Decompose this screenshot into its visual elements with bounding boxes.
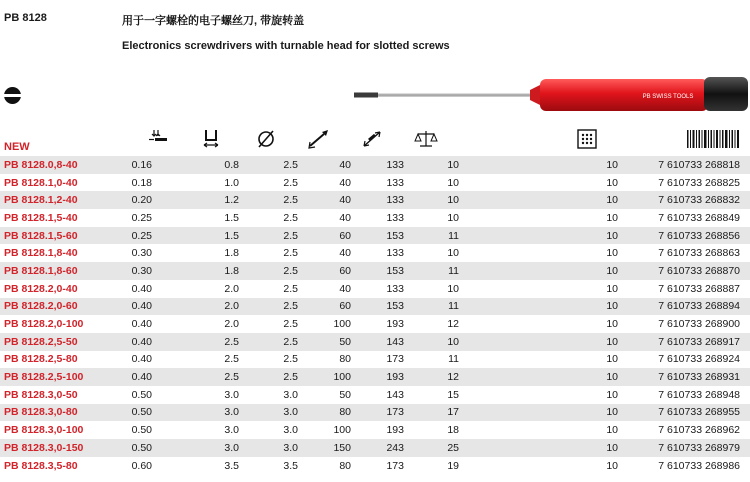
packaging-box-icon (575, 128, 599, 150)
table-row (0, 298, 750, 316)
blade-width-cell: 2.5 (182, 351, 239, 369)
blade-thickness-cell: 0.40 (120, 368, 182, 386)
weight-cell: 17 (404, 404, 459, 422)
blade-thickness-cell: 0.40 (120, 280, 182, 298)
product-code-cell: PB 8128.1,5-60 (0, 227, 120, 245)
blade-width-cell: 3.0 (182, 404, 239, 422)
blade-thickness-cell: 0.40 (120, 351, 182, 369)
diameter-cell: 3.0 (239, 404, 298, 422)
product-code-cell: PB 8128.3,5-80 (0, 457, 120, 475)
total-length-cell: 133 (351, 191, 404, 209)
column-header-icons (0, 126, 750, 154)
weight-cell: 10 (404, 156, 459, 174)
product-code-cell: PB 8128.1,0-40 (0, 174, 120, 192)
blade-length-cell: 60 (298, 262, 351, 280)
page-title-english: Electronics screwdrivers with turnable head for slotted screws (122, 40, 450, 52)
weight-cell: 18 (404, 421, 459, 439)
product-code-cell: PB 8128.0,8-40 (0, 156, 120, 174)
table-row (0, 439, 750, 457)
table-row (0, 333, 750, 351)
diameter-cell: 2.5 (239, 227, 298, 245)
blade-length-cell: 80 (298, 351, 351, 369)
ean-code-cell: 7 610733 268856 (618, 227, 750, 245)
packaging-qty-cell: 10 (459, 244, 618, 262)
blade-length-cell: 50 (298, 333, 351, 351)
packaging-qty-cell: 10 (459, 298, 618, 316)
page-title-chinese: 用于一字螺栓的电子螺丝刀, 带旋转盖 (122, 15, 305, 27)
weight-cell: 11 (404, 351, 459, 369)
table-row (0, 227, 750, 245)
weight-cell: 12 (404, 315, 459, 333)
packaging-qty-cell: 10 (459, 421, 618, 439)
ean-code-cell: 7 610733 268849 (618, 209, 750, 227)
ean-code-cell: 7 610733 268986 (618, 457, 750, 475)
product-code: PB 8128 (4, 12, 47, 24)
total-length-cell: 133 (351, 280, 404, 298)
total-length-cell: 173 (351, 457, 404, 475)
product-code-cell: PB 8128.2,5-100 (0, 368, 120, 386)
blade-thickness-cell: 0.40 (120, 298, 182, 316)
ean-code-cell: 7 610733 268962 (618, 421, 750, 439)
total-length-icon (360, 128, 384, 150)
blade-width-cell: 2.0 (182, 315, 239, 333)
weight-cell: 10 (404, 174, 459, 192)
blade-width-cell: 0.8 (182, 156, 239, 174)
diameter-cell: 2.5 (239, 174, 298, 192)
new-badge: NEW (4, 141, 30, 153)
diameter-cell: 2.5 (239, 209, 298, 227)
table-row (0, 156, 750, 174)
blade-length-cell: 80 (298, 404, 351, 422)
packaging-qty-cell: 10 (459, 209, 618, 227)
table-row (0, 368, 750, 386)
table-row (0, 174, 750, 192)
total-length-cell: 133 (351, 209, 404, 227)
diameter-icon (254, 128, 278, 150)
blade-thickness-cell: 0.40 (120, 333, 182, 351)
table-row (0, 386, 750, 404)
packaging-qty-cell: 10 (459, 262, 618, 280)
packaging-qty-cell: 10 (459, 227, 618, 245)
total-length-cell: 153 (351, 227, 404, 245)
total-length-cell: 143 (351, 333, 404, 351)
weight-cell: 11 (404, 298, 459, 316)
packaging-qty-cell: 10 (459, 351, 618, 369)
total-length-cell: 143 (351, 386, 404, 404)
blade-length-cell: 40 (298, 244, 351, 262)
product-code-cell: PB 8128.1,8-40 (0, 244, 120, 262)
product-code-cell: PB 8128.3,0-150 (0, 439, 120, 457)
table-row (0, 244, 750, 262)
table-row (0, 315, 750, 333)
diameter-cell: 2.5 (239, 298, 298, 316)
product-code-cell: PB 8128.3,0-50 (0, 386, 120, 404)
weight-cell: 19 (404, 457, 459, 475)
blade-width-cell: 2.0 (182, 280, 239, 298)
ean-code-cell: 7 610733 268948 (618, 386, 750, 404)
packaging-qty-cell: 10 (459, 280, 618, 298)
blade-length-cell: 40 (298, 174, 351, 192)
blade-thickness-cell: 0.18 (120, 174, 182, 192)
diameter-cell: 2.5 (239, 262, 298, 280)
ean-code-cell: 7 610733 268900 (618, 315, 750, 333)
blade-width-cell: 1.8 (182, 262, 239, 280)
blade-thickness-cell: 0.25 (120, 227, 182, 245)
blade-length-cell: 50 (298, 386, 351, 404)
diameter-cell: 2.5 (239, 333, 298, 351)
total-length-cell: 153 (351, 262, 404, 280)
blade-length-cell: 60 (298, 298, 351, 316)
weight-cell: 10 (404, 191, 459, 209)
blade-width-cell: 1.0 (182, 174, 239, 192)
diameter-cell: 3.0 (239, 386, 298, 404)
blade-thickness-cell: 0.16 (120, 156, 182, 174)
slotted-screw-icon (4, 87, 21, 104)
product-code-cell: PB 8128.2,5-80 (0, 351, 120, 369)
blade-thickness-cell: 0.60 (120, 457, 182, 475)
total-length-cell: 193 (351, 315, 404, 333)
weight-cell: 15 (404, 386, 459, 404)
product-code-cell: PB 8128.1,5-40 (0, 209, 120, 227)
product-code-cell: PB 8128.2,0-100 (0, 315, 120, 333)
blade-width-cell: 1.8 (182, 244, 239, 262)
blade-thickness-icon (146, 128, 170, 150)
packaging-qty-cell: 10 (459, 156, 618, 174)
diameter-cell: 3.0 (239, 421, 298, 439)
product-code-cell: PB 8128.2,0-40 (0, 280, 120, 298)
ean-code-cell: 7 610733 268863 (618, 244, 750, 262)
product-code-cell: PB 8128.3,0-80 (0, 404, 120, 422)
blade-thickness-cell: 0.50 (120, 404, 182, 422)
table-row (0, 351, 750, 369)
packaging-qty-cell: 10 (459, 174, 618, 192)
ean-code-cell: 7 610733 268825 (618, 174, 750, 192)
packaging-qty-cell: 10 (459, 457, 618, 475)
barcode-icon (687, 128, 741, 150)
blade-thickness-cell: 0.50 (120, 421, 182, 439)
packaging-qty-cell: 10 (459, 191, 618, 209)
blade-width-cell: 3.0 (182, 386, 239, 404)
weight-cell: 10 (404, 333, 459, 351)
blade-width-cell: 1.5 (182, 227, 239, 245)
packaging-qty-cell: 10 (459, 368, 618, 386)
ean-code-cell: 7 610733 268818 (618, 156, 750, 174)
blade-width-cell: 2.5 (182, 368, 239, 386)
product-code-cell: PB 8128.1,8-60 (0, 262, 120, 280)
ean-code-cell: 7 610733 268931 (618, 368, 750, 386)
blade-thickness-cell: 0.40 (120, 315, 182, 333)
table-row (0, 262, 750, 280)
blade-width-cell: 1.5 (182, 209, 239, 227)
total-length-cell: 173 (351, 351, 404, 369)
packaging-qty-cell: 10 (459, 439, 618, 457)
weight-cell: 10 (404, 280, 459, 298)
ean-code-cell: 7 610733 268832 (618, 191, 750, 209)
diameter-cell: 2.5 (239, 368, 298, 386)
table-row (0, 421, 750, 439)
blade-length-cell: 100 (298, 368, 351, 386)
diameter-cell: 2.5 (239, 280, 298, 298)
diameter-cell: 2.5 (239, 351, 298, 369)
total-length-cell: 133 (351, 174, 404, 192)
blade-length-icon (307, 128, 331, 150)
total-length-cell: 153 (351, 298, 404, 316)
blade-length-cell: 60 (298, 227, 351, 245)
product-code-cell: PB 8128.2,0-60 (0, 298, 120, 316)
blade-width-cell: 3.5 (182, 457, 239, 475)
blade-thickness-cell: 0.25 (120, 209, 182, 227)
total-length-cell: 193 (351, 368, 404, 386)
blade-length-cell: 40 (298, 209, 351, 227)
ean-code-cell: 7 610733 268955 (618, 404, 750, 422)
total-length-cell: 173 (351, 404, 404, 422)
packaging-qty-cell: 10 (459, 404, 618, 422)
blade-length-cell: 40 (298, 191, 351, 209)
total-length-cell: 133 (351, 244, 404, 262)
table-row (0, 404, 750, 422)
blade-thickness-cell: 0.50 (120, 386, 182, 404)
weight-cell: 10 (404, 244, 459, 262)
product-code-cell: PB 8128.3,0-100 (0, 421, 120, 439)
weight-cell: 12 (404, 368, 459, 386)
ean-code-cell: 7 610733 268917 (618, 333, 750, 351)
blade-width-cell: 3.0 (182, 421, 239, 439)
diameter-cell: 2.5 (239, 244, 298, 262)
weight-scale-icon (414, 128, 438, 150)
diameter-cell: 2.5 (239, 191, 298, 209)
total-length-cell: 243 (351, 439, 404, 457)
total-length-cell: 193 (351, 421, 404, 439)
product-table (0, 156, 750, 474)
packaging-qty-cell: 10 (459, 333, 618, 351)
weight-cell: 11 (404, 227, 459, 245)
blade-length-cell: 100 (298, 421, 351, 439)
weight-cell: 11 (404, 262, 459, 280)
packaging-qty-cell: 10 (459, 315, 618, 333)
ean-code-cell: 7 610733 268924 (618, 351, 750, 369)
blade-length-cell: 40 (298, 280, 351, 298)
diameter-cell: 3.0 (239, 439, 298, 457)
ean-code-cell: 7 610733 268887 (618, 280, 750, 298)
screwdriver-image (350, 68, 750, 112)
blade-width-cell: 1.2 (182, 191, 239, 209)
table-row (0, 280, 750, 298)
ean-code-cell: 7 610733 268979 (618, 439, 750, 457)
weight-cell: 25 (404, 439, 459, 457)
table-row (0, 457, 750, 475)
total-length-cell: 133 (351, 156, 404, 174)
blade-width-icon (199, 128, 223, 150)
blade-thickness-cell: 0.20 (120, 191, 182, 209)
diameter-cell: 2.5 (239, 156, 298, 174)
blade-length-cell: 100 (298, 315, 351, 333)
product-code-cell: PB 8128.2,5-50 (0, 333, 120, 351)
table-row (0, 209, 750, 227)
weight-cell: 10 (404, 209, 459, 227)
brand-logo-text: PB SWISS TOOLS (642, 94, 694, 100)
packaging-qty-cell: 10 (459, 386, 618, 404)
product-code-cell: PB 8128.1,2-40 (0, 191, 120, 209)
diameter-cell: 2.5 (239, 315, 298, 333)
blade-width-cell: 3.0 (182, 439, 239, 457)
blade-thickness-cell: 0.50 (120, 439, 182, 457)
blade-length-cell: 150 (298, 439, 351, 457)
ean-code-cell: 7 610733 268870 (618, 262, 750, 280)
blade-length-cell: 80 (298, 457, 351, 475)
blade-width-cell: 2.0 (182, 298, 239, 316)
blade-thickness-cell: 0.30 (120, 262, 182, 280)
table-row (0, 191, 750, 209)
blade-width-cell: 2.5 (182, 333, 239, 351)
diameter-cell: 3.5 (239, 457, 298, 475)
blade-length-cell: 40 (298, 156, 351, 174)
ean-code-cell: 7 610733 268894 (618, 298, 750, 316)
blade-thickness-cell: 0.30 (120, 244, 182, 262)
